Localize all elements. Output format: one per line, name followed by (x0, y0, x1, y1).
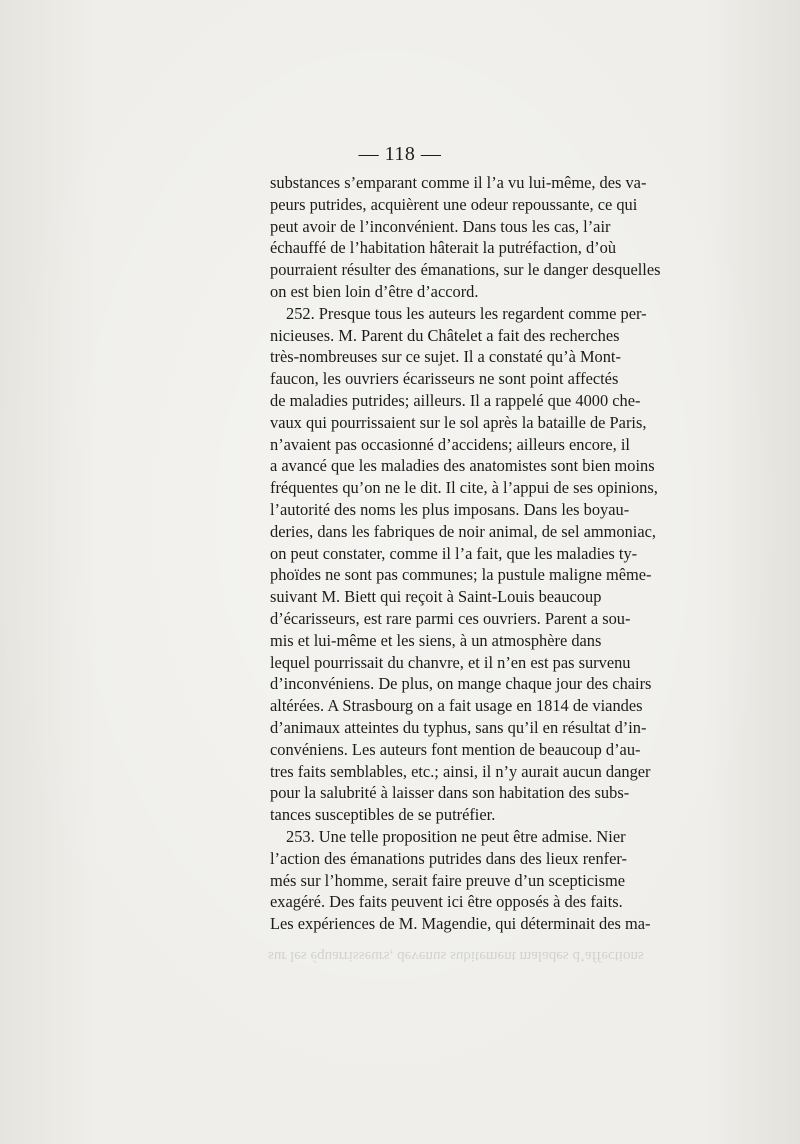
text-line: nicieuses. M. Parent du Châtelet a fait des recherches (270, 325, 620, 345)
paragraph-start-253: 253. Une telle proposition ne peut être admise. Nier (286, 826, 626, 846)
text-line: deries, dans les fabriques de noir animal, de sel ammoniac, (270, 521, 656, 541)
bleed-through-text: sur les équarrisseurs, devenus subitement malades d’affections (268, 948, 644, 964)
text-line: exagéré. Des faits peuvent ici être opposés à des faits. (270, 892, 623, 912)
text-line: substances s’emparant comme il l’a vu lui-même, des va- (270, 173, 647, 192)
text-line: tances susceptibles de se putréfier. (270, 805, 496, 825)
text-line: d’inconvéniens. De plus, on mange chaque jour des chairs (270, 674, 652, 694)
text-line: pour la salubrité à laisser dans son habitation des subs- (270, 783, 630, 803)
text-line: on est bien loin d’être d’accord. (270, 281, 479, 301)
text-line: suivant M. Biett qui reçoit à Saint-Louis beaucoup (270, 587, 602, 607)
text-line: n’avaient pas occasionné d’accidens; ailleurs encore, il (270, 434, 630, 454)
text-line: altérées. A Strasbourg on a fait usage en 1814 de viandes (270, 696, 643, 716)
text-line: tres faits semblables, etc.; ainsi, il n’y aurait aucun danger (270, 761, 651, 781)
text-line: l’autorité des noms les plus imposans. Dans les boyau- (270, 499, 630, 519)
body-text (270, 172, 680, 935)
text-line: més sur l’homme, serait faire preuve d’un scepticisme (270, 870, 626, 890)
text-line: peurs putrides, acquièrent une odeur repoussante, ce qui (270, 194, 638, 214)
text-line: pourraient résulter des émanations, sur le danger desquelles (270, 260, 661, 280)
text-line: a avancé que les maladies des anatomistes sont bien moins (270, 456, 655, 476)
text-line: d’écarisseurs, est rare parmi ces ouvriers. Parent a sou- (270, 608, 631, 628)
text-line: lequel pourrissait du chanvre, et il n’en est pas survenu (270, 652, 631, 672)
text-line: peut avoir de l’inconvénient. Dans tous les cas, l’air (270, 216, 611, 236)
page-number: — 118 — (358, 143, 442, 165)
text-line: d’animaux atteintes du typhus, sans qu’il en résultat d’in- (270, 717, 647, 737)
text-line: l’action des émanations putrides dans des lieux renfer- (270, 848, 627, 868)
text-line: très-nombreuses sur ce sujet. Il a constaté qu’à Mont- (270, 347, 621, 367)
text-line: phoïdes ne sont pas communes; la pustule maligne même- (270, 565, 652, 585)
text-line: fréquentes qu’on ne le dit. Il cite, à l’appui de ses opinions, (270, 478, 658, 498)
text-line: on peut constater, comme il l’a fait, que les maladies ty- (270, 543, 638, 563)
text-line: vaux qui pourrissaient sur le sol après la bataille de Paris, (270, 412, 647, 432)
text-line: mis et lui-même et les siens, à un atmosphère dans (270, 630, 602, 650)
text-line: échauffé de l’habitation hâterait la putréfaction, d’où (270, 238, 617, 258)
text-line: de maladies putrides; ailleurs. Il a rappelé que 4000 che- (270, 390, 641, 410)
text-line: faucon, les ouvriers écarisseurs ne sont point affectés (270, 369, 619, 389)
paragraph-start-252: 252. Presque tous les auteurs les regardent comme per- (286, 303, 647, 323)
text-line: Les expériences de M. Magendie, qui déterminait des ma- (270, 914, 651, 934)
text-line: convéniens. Les auteurs font mention de beaucoup d’au- (270, 739, 641, 759)
